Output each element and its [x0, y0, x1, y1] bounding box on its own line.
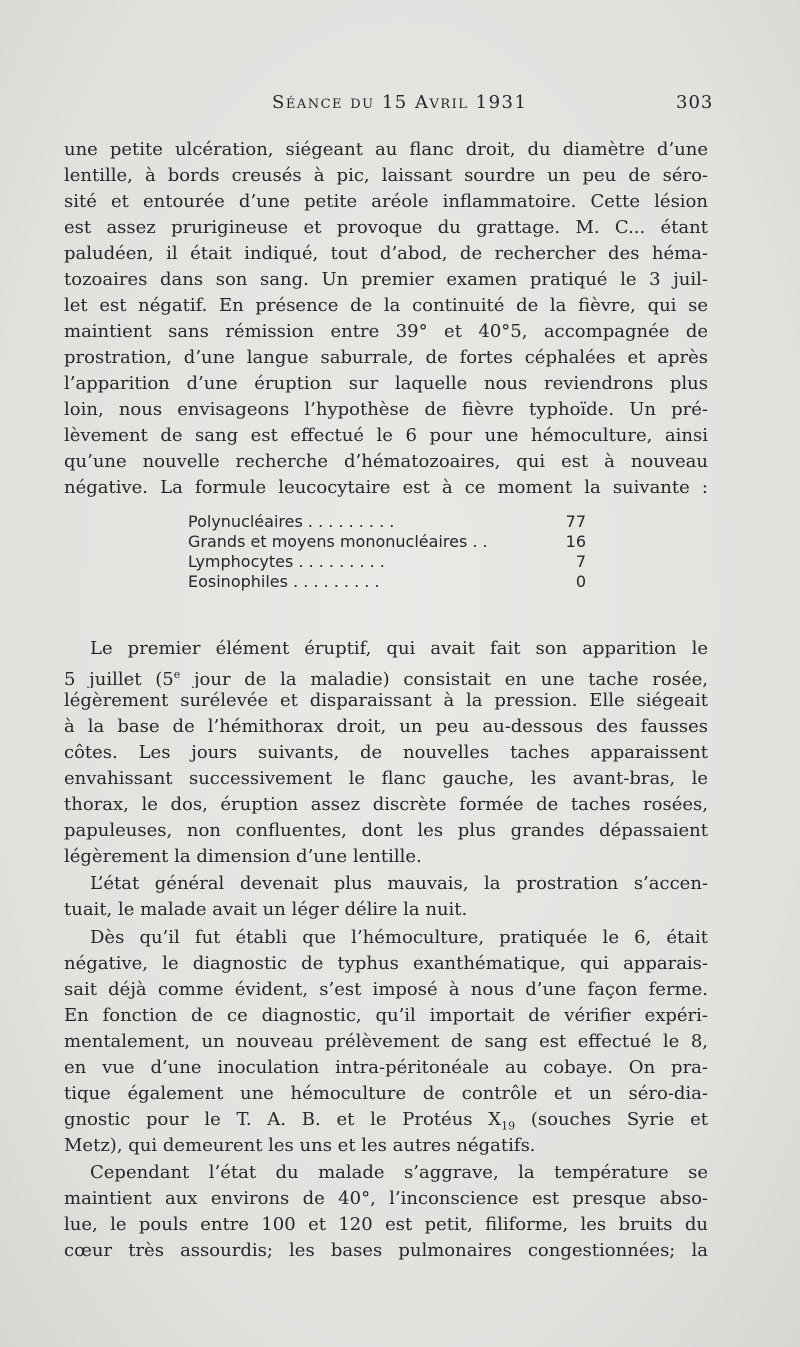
text-line: tique également une hémoculture de contrôle et un séro-dia- [64, 1083, 708, 1104]
text-line: tuait, le malade avait un léger délire la nuit. [64, 899, 468, 920]
page-number: 303 [676, 92, 714, 113]
running-title: Séance du 15 Avril 1931 [272, 92, 528, 113]
text-line [64, 1107, 708, 1133]
text-line: Metz), qui demeurent les uns et les autres négatifs. [64, 1135, 536, 1156]
text-fragment: 5 juillet (5 [64, 669, 174, 688]
text-line: tozoaires dans son sang. Un premier examen pratiqué le 3 juil- [64, 269, 708, 290]
text-line: à la base de l’hémithorax droit, un peu au-dessous des fausses [64, 716, 708, 737]
text-line: paludéen, il était indiqué, tout d’abod, de rechercher des héma- [64, 243, 708, 264]
text-line: sité et entourée d’une petite aréole inflammatoire. Cette lésion [64, 191, 708, 212]
text-line: Le premier élément éruptif, qui avait fait son apparition le [90, 638, 708, 659]
table-row [188, 532, 598, 552]
text-line [64, 662, 708, 688]
row-label: Eosinophiles . . . . . . . . . [188, 572, 380, 591]
table-row [188, 552, 598, 572]
text-fragment: jour de la maladie) consistait en une tache rosée, [180, 669, 708, 688]
text-line: En fonction de ce diagnostic, qu’il importait de vérifier expéri- [64, 1005, 708, 1026]
text-line: lentille, à bords creusés à pic, laissant sourdre un peu de séro- [64, 165, 708, 186]
text-line: légèrement surélevée et disparaissant à la pression. Elle siégeait [64, 690, 708, 711]
text-line: une petite ulcération, siégeant au flanc droit, du diamètre d’une [64, 139, 708, 160]
text-line: papuleuses, non confluentes, dont les plus grandes dépassaient [64, 820, 708, 841]
text-line: mentalement, un nouveau prélèvement de sang est effectué le 8, [64, 1031, 708, 1052]
running-head [0, 92, 800, 122]
text-line: cœur très assourdis; les bases pulmonaires congestionnées; la [64, 1240, 708, 1261]
table-row [188, 512, 598, 532]
text-line: L’état général devenait plus mauvais, la prostration s’accen- [90, 873, 708, 894]
row-value: 77 [565, 512, 586, 531]
text-line: Cependant l’état du malade s’aggrave, la température se [90, 1162, 708, 1183]
text-line: négative. La formule leucocytaire est à ce moment la suivante : [64, 477, 708, 498]
row-value: 16 [565, 532, 586, 551]
text-line: côtes. Les jours suivants, de nouvelles taches apparaissent [64, 742, 708, 763]
text-line: maintient sans rémission entre 39° et 40°5, accompagnée de [64, 321, 708, 342]
text-line: loin, nous envisageons l’hypothèse de fièvre typhoïde. Un pré- [64, 399, 708, 420]
text-line: envahissant successivement le flanc gauche, les avant-bras, le [64, 768, 708, 789]
row-label: Grands et moyens mononucléaires . . [188, 532, 488, 551]
text-line: maintient aux environs de 40°, l’inconscience est presque abso- [64, 1188, 708, 1209]
text-line: lèvement de sang est effectué le 6 pour une hémoculture, ainsi [64, 425, 708, 446]
text-line: sait déjà comme évident, s’est imposé à nous d’une façon ferme. [64, 979, 708, 1000]
text-line: let est négatif. En présence de la continuité de la fièvre, qui se [64, 295, 708, 316]
row-label: Polynucléaires . . . . . . . . . [188, 512, 395, 531]
text-line: légèrement la dimension d’une lentille. [64, 846, 422, 867]
text-line: lue, le pouls entre 100 et 120 est petit, filiforme, les bruits du [64, 1214, 708, 1235]
row-value: 0 [575, 572, 586, 591]
text-line: Dès qu’il fut établi que l’hémoculture, pratiquée le 6, était [90, 927, 708, 948]
text-fragment: (souches Syrie et [515, 1109, 708, 1130]
row-value: 7 [575, 552, 586, 571]
text-line: prostration, d’une langue saburrale, de fortes céphalées et après [64, 347, 708, 368]
text-line: l’apparition d’une éruption sur laquelle nous reviendrons plus [64, 373, 708, 394]
text-fragment: gnostic pour le T. A. B. et le Protéus X [64, 1109, 502, 1130]
text-line: négative, le diagnostic de typhus exanthématique, qui apparais- [64, 953, 708, 974]
text-line: thorax, le dos, éruption assez discrète formée de taches rosées, [64, 794, 708, 815]
subscript: 19 [501, 1119, 516, 1133]
text-line: est assez prurigineuse et provoque du grattage. M. C... étant [64, 217, 708, 238]
superscript: e [173, 668, 181, 681]
row-label: Lymphocytes . . . . . . . . . [188, 552, 385, 571]
table-row [188, 572, 598, 592]
text-line: qu’une nouvelle recherche d’hématozoaires, qui est à nouveau [64, 451, 708, 472]
text-line: en vue d’une inoculation intra-péritonéale au cobaye. On pra- [64, 1057, 708, 1078]
